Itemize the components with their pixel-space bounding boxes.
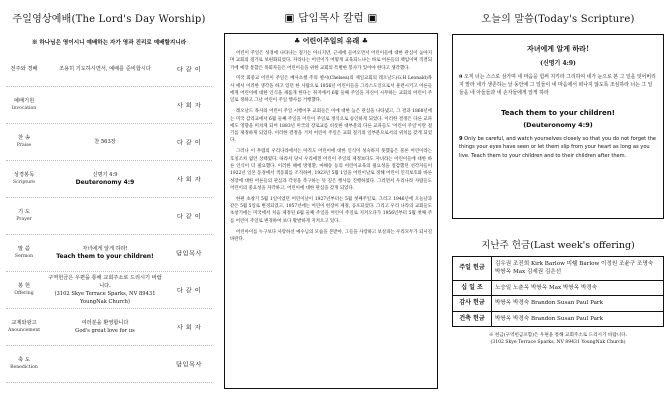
worship-item-detail-line1: 자녀에게 알게 하라! bbox=[82, 246, 128, 252]
worship-item-name-en: Praise bbox=[16, 143, 32, 148]
worship-item-detail bbox=[46, 245, 164, 261]
worship-item bbox=[6, 124, 212, 161]
worship-item-name bbox=[8, 134, 40, 150]
worship-item-detail-line2: Teach them to your children! bbox=[56, 253, 154, 260]
column-paragraph: 그러나 이 무렵의 우리나라에서는 아직도 어린이에 대한 인식이 성숙하지 못했음은 물론 어린이라는 호칭조차 없던 상태였다. 따라서 당시 우리에겐 어린이 주일의 제정보다도 자녀라는 어린이들에 대한 바른 인식이 더 필요했다. 이러한 때에 방정환, 마해송 등의 어린이교육의 필요성을 절감했던 선각자들이 1922년 일본 동경에서 색동회를 조직하여, 1923년 5월 1일을 어린이날로 정해 어린이 인격보호와 바른 성장에 대한 어른들의 관심과 각성을 촉구하는 뜻 깊은 행사를 진행하였다. 그러면서 우리나라 사람들도 어린이의 중요성을 자각하고, 어린이에 대한 관심을 갖게 되었다. bbox=[230, 149, 432, 191]
offering-table bbox=[452, 256, 664, 327]
column-paragraph: 미국 회중교 어린이 주일은 매사츠첼 주의 첼시(Chelsea)의 제일교회의 레오날드(G.H Leonald)목사 에서 이러한 생각을 하고 있던 한 사람으로 1856년 어린이들을 그리스도인으로서 훈련시키고 어른들에게 어린이에 대한 인식을 새롭게 한다는 취지에서 6월 둘째 주일을 자신이 시무하는 교회의 어린이 주일로 정하고 그날 어린이 주일 행사를 거행했다. bbox=[230, 76, 432, 104]
scripture-header: 오늘의 말씀(Today's Scripture) bbox=[481, 14, 635, 25]
worship-item-leader: 다 같 이 bbox=[176, 213, 202, 221]
worship-item-name-en: Offering bbox=[14, 291, 34, 296]
worship-item-detail bbox=[46, 319, 164, 335]
offering-category: 건축 헌금 bbox=[453, 311, 492, 326]
worship-item-leader: 사 회 자 bbox=[176, 102, 202, 110]
verse-number: 9 bbox=[459, 74, 463, 80]
pastor-column-title: ♣ 어린이주일의 유래 ♣ bbox=[294, 36, 368, 45]
worship-item-name bbox=[8, 282, 40, 298]
worship-item-detail bbox=[46, 65, 164, 73]
worship-item-list bbox=[6, 52, 212, 383]
worship-item-detail-line1: 신명기 4:9 bbox=[92, 172, 118, 178]
worship-item bbox=[6, 87, 212, 124]
worship-order-column bbox=[6, 0, 212, 407]
worship-item-name-ko: 말 씀 bbox=[18, 246, 30, 252]
offering-footnote bbox=[452, 332, 664, 346]
worship-item-detail-line1: 구역헌금은 우편을 통해 교회주소로 드리시기 바랍니다. bbox=[48, 275, 162, 289]
scripture-body-ko bbox=[459, 73, 657, 97]
worship-item-name bbox=[8, 356, 40, 372]
worship-item-detail bbox=[46, 171, 164, 187]
worship-item-detail bbox=[46, 274, 164, 306]
offering-names: 노승일 노춘옥 박쌍옥 Max 박쌍옥 박경숙 bbox=[492, 280, 664, 295]
worship-item-name-ko: 전주와 경배 bbox=[10, 66, 38, 72]
worship-item-detail bbox=[46, 138, 164, 146]
worship-item-name-ko: 예배기원 bbox=[13, 98, 35, 104]
scripture-title-ko: 자녀에게 알게 하라! bbox=[526, 44, 590, 53]
worship-item bbox=[6, 52, 212, 87]
worship-item-detail-line1: 조용히 기도하시면서, 예배를 준비합시다 bbox=[59, 66, 151, 72]
column-paragraph: 어린이 주일은 성경에 나타나는 절기는 아니지만, 근세에 들어오면서 어린이들에 대한 관심이 높아지며 교회의 절기로 보편화되었다. 자라나는 어린이가 어떻게 교육되느냐는 바로 어른들의 책임이며 직결되기에 예장 통합은 목회자들은 어린이들을 위한 교회의 특별한 봉사가 있어야 한다고 생각했다. bbox=[230, 51, 432, 71]
scripture-text-ko: 오직 너는 스스로 삼가며 네 마음을 힘써 지키라 그리하여 네가 눈으로 본 그 일을 잊어버리지 말라 네가 생존하는 날 동안에 그 일들이 네 마음에서 떠나지 않도록 조심하라 너는 그 일들을 네 아들들과 네 손자들에게 알게 하라 bbox=[459, 74, 656, 96]
worship-item-name-ko: 찬 송 bbox=[18, 135, 30, 141]
offering-footnote-line1: ※ 헌금(구역헌금포함)은 우편을 통해 교회주소로 드리시기 바랍니다. bbox=[488, 333, 628, 339]
pastor-column-box bbox=[224, 33, 438, 389]
worship-item-name-en: Anouncement bbox=[8, 328, 41, 333]
column-paragraph: 한편 초창기 5월 1일이었던 어린이날이 1927년부터는 5월 첫째주일로, 그리고 1946년에 오늘날과 같은 5월 5일로 변경되었고, 1957년에는 어린이 헌장이 제정, 공포되었다. 그리고 우리 나라의 교회들도 초창기에는 미국에서 처음 제정된 6월 둘째 주일을 어린이 주일로 지켜오다가 1956년부터 5월 첫째 주를 어린이 주일로 변경하여 보다 활발하게 지켜오고 있다. bbox=[230, 196, 432, 224]
worship-item-leader: 사 회 자 bbox=[176, 176, 202, 184]
worship-item-name-ko: 성경봉독 bbox=[13, 172, 35, 178]
scripture-box bbox=[452, 34, 664, 219]
worship-item-leader: 다 같 이 bbox=[176, 139, 202, 147]
worship-item-detail-line2: (3102 Skye Terrace Sparks, NV 89431 YoungNak Church) bbox=[54, 291, 156, 305]
offering-category: 십 일 조 bbox=[453, 280, 492, 295]
worship-item-name-en: Benediction bbox=[10, 365, 38, 370]
worship-item-name bbox=[8, 319, 40, 335]
offering-category: 감사 헌금 bbox=[453, 296, 492, 311]
pastor-column bbox=[224, 0, 438, 407]
offering-row bbox=[453, 257, 664, 281]
worship-item-detail-line2: Deuteronomy 4:9 bbox=[75, 179, 135, 186]
column-paragraph: 어린아이를 누구보다 사랑하신 예수님의 모습을 본받아, 그들을 사랑하고 보살피는 우리모두가 되시길 바란다. bbox=[230, 229, 432, 242]
worship-item-name-ko: 기 도 bbox=[18, 209, 30, 215]
worship-item bbox=[6, 198, 212, 235]
scripture-ref-ko: (신명기 4:9) bbox=[540, 60, 576, 67]
worship-header: 주일영상예배(The Lord's Day Worship) bbox=[12, 14, 206, 25]
worship-item-name-ko: 봉 헌 bbox=[18, 283, 30, 289]
worship-item bbox=[6, 272, 212, 309]
scripture-text-en: Only be careful, and watch yourselves closely so that you do not forget the things your eyes have seen or let them slip from your heart as long as you live. Teach them to your children and to their children after them. bbox=[459, 136, 657, 159]
worship-item-name bbox=[8, 65, 40, 73]
worship-item-name bbox=[8, 208, 40, 224]
worship-item-leader: 다 같 이 bbox=[176, 287, 202, 295]
verse-number-en: 9 bbox=[459, 136, 463, 142]
worship-item-detail-line1: 여러분을 환영합니다 bbox=[81, 320, 129, 326]
worship-item-name-ko: 교제와광고 bbox=[11, 320, 37, 326]
worship-item bbox=[6, 309, 212, 346]
worship-item-name-en: Prayer bbox=[16, 217, 32, 222]
scripture-title-en: Teach them to your children! bbox=[501, 109, 615, 117]
offering-names: 김우권 조진희 Kirk Barlow 미쉘 Barlow 이정원 조윤구 조명숙 박쌍옥 Max 김세권 김은선 bbox=[492, 257, 664, 281]
offering-row bbox=[453, 280, 664, 295]
worship-item bbox=[6, 235, 212, 272]
worship-item-leader: 사 회 자 bbox=[176, 324, 202, 332]
worship-note: ※ 하나님은 영이시니 예배하는 자가 영과 진리로 예배할지니라 bbox=[31, 40, 187, 46]
offering-title: 지난주 헌금(Last week's offering) bbox=[481, 240, 635, 251]
offering-names: 박쌍옥 박경숙 Brandon Susan Paul Park bbox=[492, 296, 664, 311]
offering-category: 주일 헌금 bbox=[453, 257, 492, 281]
worship-item-name-en: Invocation bbox=[11, 106, 37, 111]
column-paragraph: 레오날드 목사의 어린이 주일 시행이후 교회들은 이에 대한 높은 관심을 나타냈고, 그 결과 1868년에는 미국 감리교에서 6월 둘째 주일을 어린이 주일로 정식으로 승인하게 되었다. 이러한 결정은 다른 교파에도 영향을 미치게 되어 1883년 미국의 장로교를 비롯한 대부분의 다른 교파들도 '어린이 주일'이란 절기를 제정하게 되었다. 이러한 결정을 거쳐 어린이 주일은 교회 절기의 일부분으로서의 위치를 갖게 되었다. bbox=[230, 109, 432, 144]
offering-row bbox=[453, 311, 664, 326]
worship-item-name bbox=[8, 171, 40, 187]
pastor-column-header: ▣ 담임목사 칼럼 ▣ bbox=[284, 12, 378, 24]
worship-item-leader: 담임목사 bbox=[176, 361, 202, 369]
worship-item-leader: 담임목사 bbox=[176, 250, 202, 258]
worship-item-name-en: Scripture bbox=[12, 180, 36, 185]
scripture-column bbox=[452, 0, 664, 407]
worship-item-name bbox=[8, 97, 40, 113]
worship-item-name bbox=[8, 245, 40, 261]
scripture-ref-en: (Deuteronomy 4:9) bbox=[523, 121, 593, 129]
worship-item-detail-line1: 찬 563장 bbox=[94, 139, 116, 145]
offering-row bbox=[453, 296, 664, 311]
pastor-column-body bbox=[230, 50, 432, 243]
worship-item bbox=[6, 161, 212, 198]
offering-footnote-line2: (3102 Skye Terrace Sparks, NV 89431 YoungNak Church) bbox=[490, 340, 626, 346]
worship-item-leader: 다 같 이 bbox=[176, 66, 202, 74]
worship-item bbox=[6, 346, 212, 383]
worship-item-detail-line2: God's great love for us bbox=[75, 328, 135, 334]
offering-names: 박쌍옥 박경숙 Brandon Susan Paul Park bbox=[492, 311, 664, 326]
worship-item-name-ko: 축 도 bbox=[18, 357, 30, 363]
worship-item-name-en: Sermon bbox=[14, 254, 34, 259]
scripture-body-en bbox=[459, 135, 657, 160]
